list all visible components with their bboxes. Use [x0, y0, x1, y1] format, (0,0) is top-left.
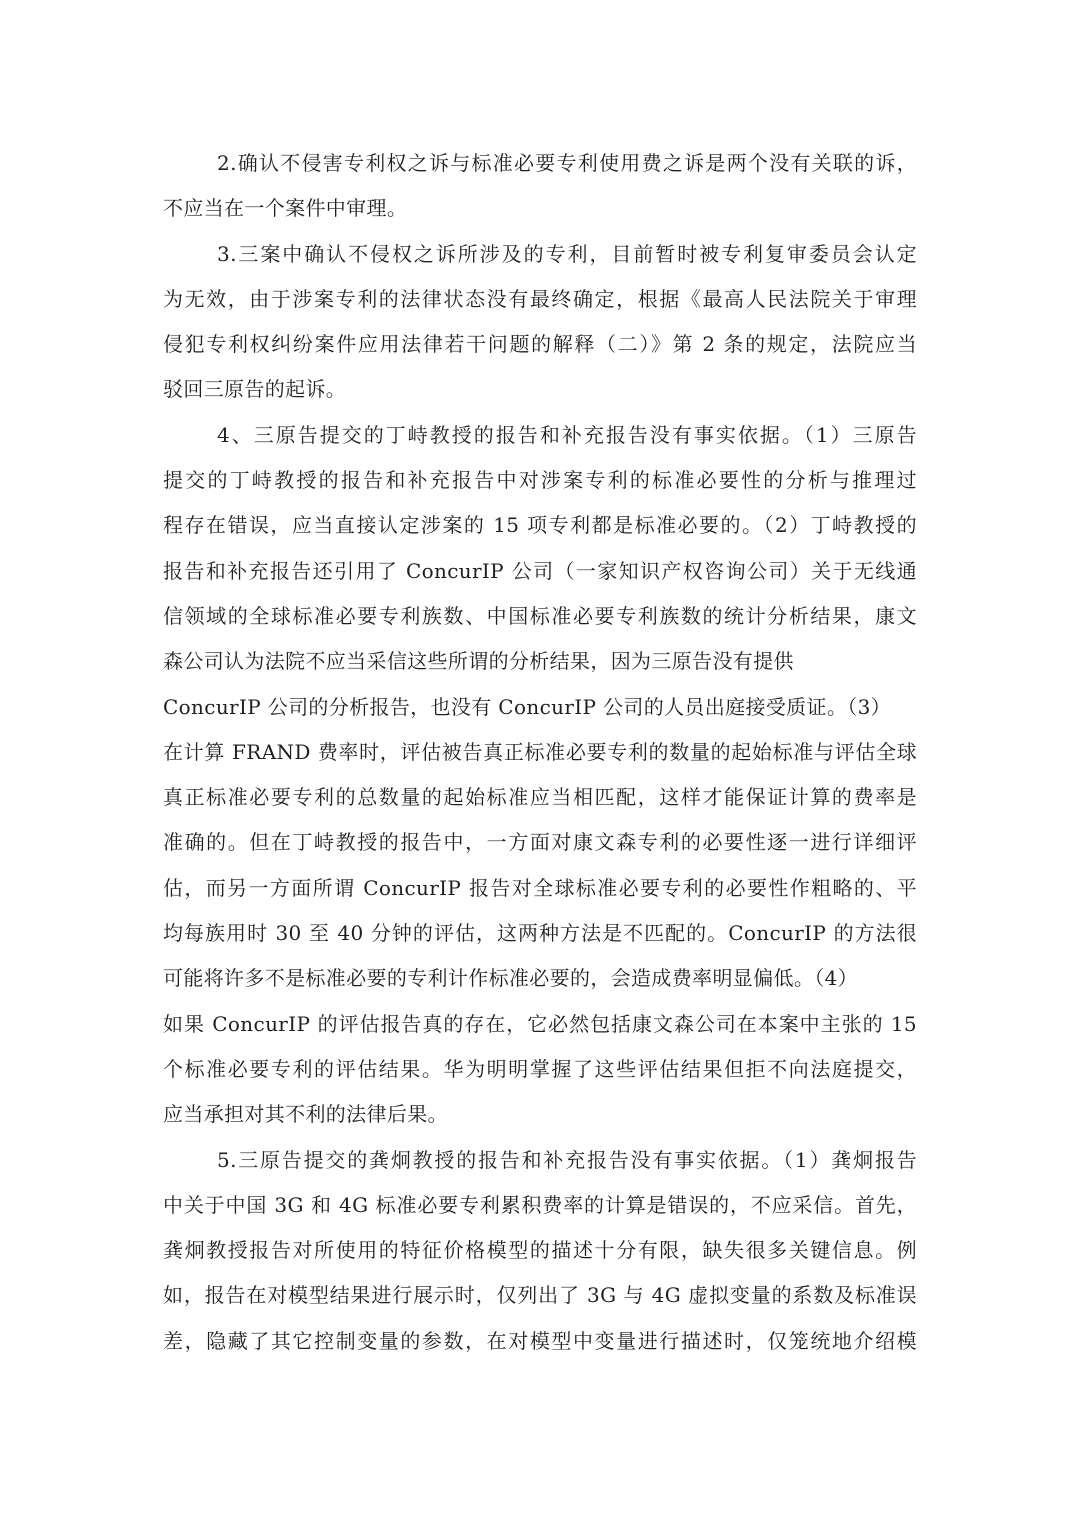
text-line: 提交的丁峙教授的报告和补充报告中对涉案专利的标准必要性的分析与推理过 — [163, 468, 917, 493]
paragraph-3 — [163, 232, 917, 413]
text-line: 为无效，由于涉案专利的法律状态没有最终确定，根据《最高人民法院关于审理 — [163, 286, 917, 311]
text-line: 信领域的全球标准必要专利族数、中国标准必要专利族数的统计分析结果，康文 — [163, 603, 917, 628]
text-line: 3.三案中确认不侵权之诉所涉及的专利，目前暂时被专利复审委员会认定 — [217, 241, 917, 266]
paragraph-4 — [163, 413, 917, 1138]
text-line: 如果 ConcurIP 的评估报告真的存在，它必然包括康文森公司在本案中主张的 15 — [163, 1011, 917, 1036]
text-line: 在计算 FRAND 费率时，评估被告真正标准必要专利的数量的起始标准与评估全球 — [163, 739, 917, 764]
text-line: 报告和补充报告还引用了 ConcurIP 公司（一家知识产权咨询公司）关于无线通 — [163, 558, 917, 583]
text-line: 差，隐藏了其它控制变量的参数，在对模型中变量进行描述时，仅笼统地介绍模 — [163, 1328, 917, 1353]
text-line: 中关于中国 3G 和 4G 标准必要专利累积费率的计算是错误的，不应采信。首先， — [163, 1192, 917, 1217]
text-line: 不应当在一个案件中审理。 — [163, 196, 408, 221]
paragraph-2 — [163, 141, 917, 232]
text-line: 准确的。但在丁峙教授的报告中，一方面对康文森专利的必要性逐一进行详细评 — [163, 830, 917, 855]
paragraph-5 — [163, 1138, 917, 1364]
text-line: 4、三原告提交的丁峙教授的报告和补充报告没有事实依据。（1）三原告 — [217, 422, 917, 447]
text-line: 程存在错误，应当直接认定涉案的 15 项专利都是标准必要的。（2）丁峙教授的 — [163, 513, 917, 538]
text-line: 驳回三原告的起诉。 — [163, 377, 347, 402]
text-line: 森公司认为法院不应当采信这些所谓的分析结果，因为三原告没有提供 — [163, 649, 794, 674]
text-line: 如，报告在对模型结果进行展示时，仅列出了 3G 与 4G 虚拟变量的系数及标准误 — [163, 1283, 917, 1308]
text-line: 真正标准必要专利的总数量的起始标准应当相匹配，这样才能保证计算的费率是 — [163, 785, 917, 810]
text-line: 个标准必要专利的评估结果。华为明明掌握了这些评估结果但拒不向法庭提交， — [163, 1056, 917, 1081]
text-line: ConcurIP 公司的分析报告，也没有 ConcurIP 公司的人员出庭接受质证。（3） — [163, 694, 891, 719]
document-body — [163, 141, 917, 1364]
text-line: 均每族用时 30 至 40 分钟的评估，这两种方法是不匹配的。ConcurIP 的方法很 — [163, 921, 917, 946]
text-line: 龚炯教授报告对所使用的特征价格模型的描述十分有限，缺失很多关键信息。例 — [163, 1238, 917, 1263]
text-line: 应当承担对其不利的法律后果。 — [163, 1102, 448, 1127]
text-line: 可能将许多不是标准必要的专利计作标准必要的，会造成费率明显偏低。（4） — [163, 966, 858, 991]
text-line: 2.确认不侵害专利权之诉与标准必要专利使用费之诉是两个没有关联的诉， — [217, 151, 917, 175]
text-line: 估，而另一方面所谓 ConcurIP 报告对全球标准必要专利的必要性作粗略的、平 — [163, 875, 917, 900]
text-line: 5.三原告提交的龚炯教授的报告和补充报告没有事实依据。（1）龚炯报告 — [217, 1147, 917, 1172]
text-line: 侵犯专利权纠纷案件应用法律若干问题的解释（二）》第 2 条的规定，法院应当 — [163, 332, 917, 357]
